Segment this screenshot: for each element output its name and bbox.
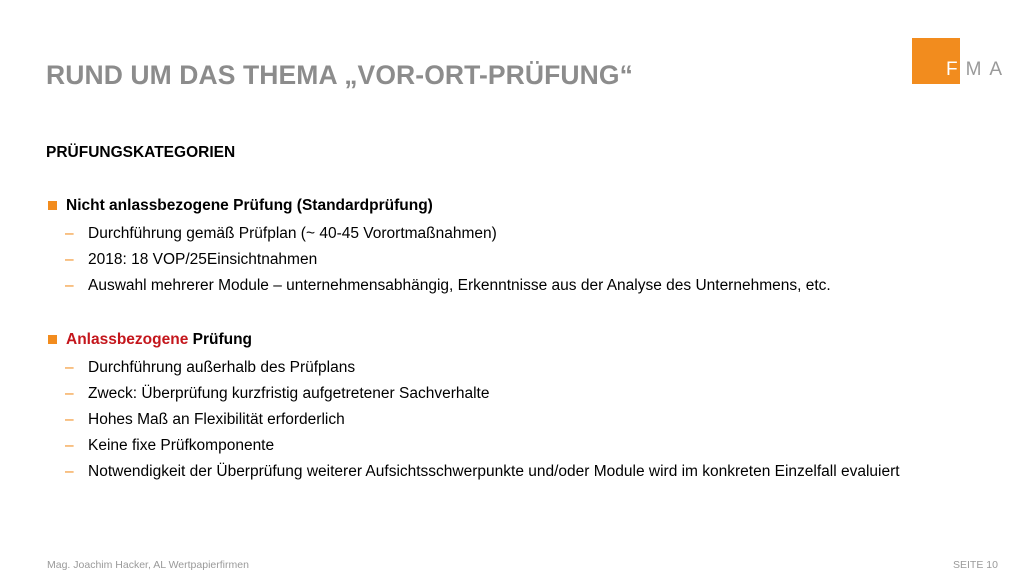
list-item: – Notwendigkeit der Überprüfung weiterer Aufsichtsschwerpunkte und/oder Module wird im konkreten Einzelfall evaluiert [65, 463, 900, 480]
fma-logo [912, 38, 1012, 86]
logo-text [946, 59, 1010, 81]
list-item: – Durchführung außerhalb des Prüfplans [65, 359, 356, 376]
page-number: SEITE 10 [953, 559, 998, 571]
list-item: – 2018: 18 VOP/25Einsichtnahmen [65, 251, 318, 268]
logo-letters-ma: MA [965, 59, 1011, 80]
dash-icon: – [65, 225, 74, 242]
logo-letter-f: F [946, 59, 966, 80]
slide-title: RUND UM DAS THEMA „VOR-ORT-PRÜFUNG“ [46, 60, 633, 90]
category-heading [48, 330, 948, 352]
section-heading: PRÜFUNGSKATEGORIEN [46, 144, 236, 161]
category-heading [48, 196, 948, 218]
category-label-rest: Prüfung [188, 331, 253, 348]
dash-icon: – [65, 251, 74, 268]
dash-icon: – [65, 277, 74, 294]
square-bullet-icon [48, 201, 57, 210]
dash-icon: – [65, 437, 74, 454]
category-event-driven [48, 330, 948, 482]
category-label: Nicht anlassbezogene Prüfung (Standardprüfung) [66, 197, 433, 214]
list-item: – Auswahl mehrerer Module – unternehmensabhängig, Erkenntnisse aus der Analyse des Unternehmens, etc. [65, 277, 831, 294]
list-item: – Durchführung gemäß Prüfplan (~ 40-45 Vorortmaßnahmen) [65, 225, 497, 242]
dash-icon: – [65, 463, 74, 480]
dash-icon: – [65, 411, 74, 428]
list-item: – Keine fixe Prüfkomponente [65, 437, 275, 454]
dash-icon: – [65, 385, 74, 402]
list-item: – Zweck: Überprüfung kurzfristig aufgetretener Sachverhalte [65, 385, 490, 402]
list-item: – Hohes Maß an Flexibilität erforderlich [65, 411, 345, 428]
dash-icon: – [65, 359, 74, 376]
category-label-accent: Anlassbezogene [66, 331, 189, 348]
square-bullet-icon [48, 335, 57, 344]
footer-author: Mag. Joachim Hacker, AL Wertpapierfirmen [47, 559, 249, 571]
category-standard [48, 196, 948, 296]
